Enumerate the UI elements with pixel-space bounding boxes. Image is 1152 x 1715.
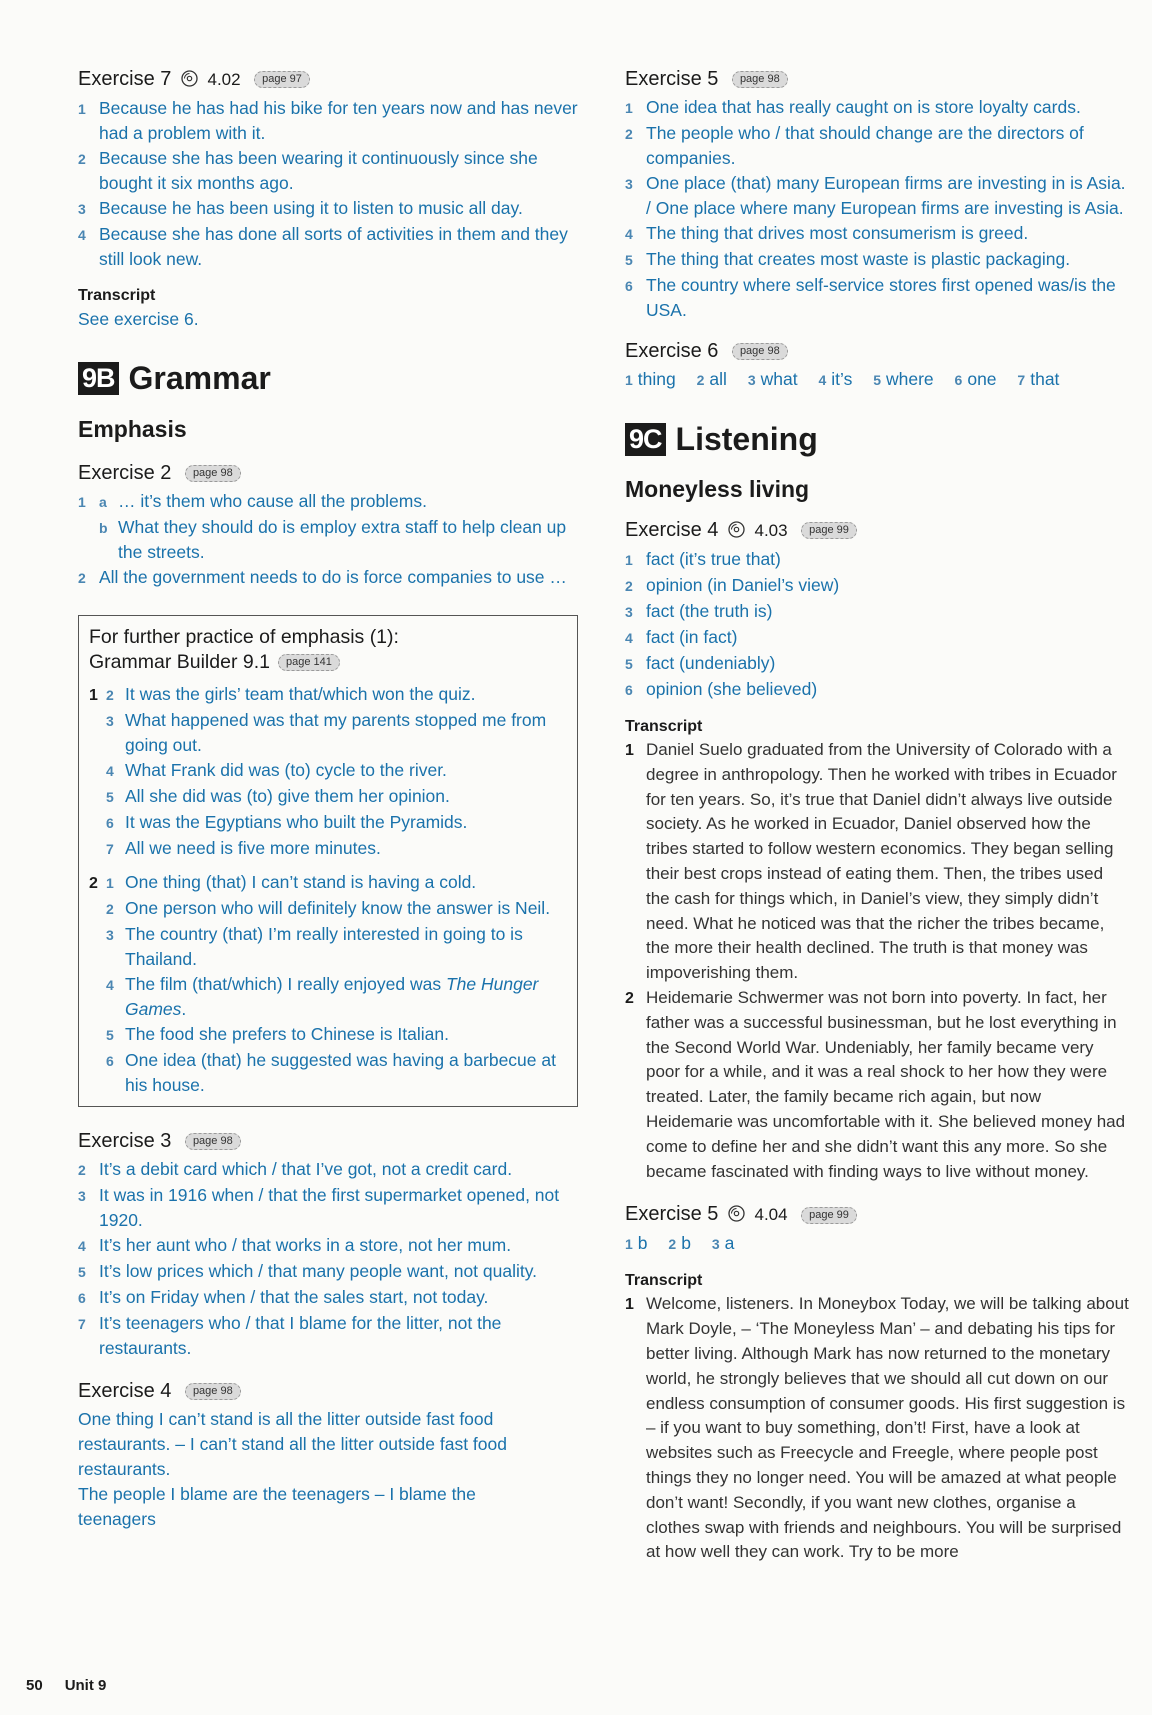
page-ref-badge: page 98 [185,1383,241,1400]
transcript-heading: Transcript [78,287,156,304]
answer-row: 1 thing 2 all 3 what 4 it’s 5 where 6 one 7 that [625,369,1060,389]
answer-text: The people I blame are the teenagers – I blame the teenagers [78,1484,476,1529]
page-ref-badge: page 141 [278,654,340,671]
page-ref-badge: page 99 [801,522,857,539]
list-item: 1 Because he has had his bike for ten years now and has never had a problem with it. [78,98,578,143]
list-item: 3 The country (that) I’m really interested in going to is Thailand. [106,924,523,969]
section-name: Grammar [128,360,271,396]
exercise-heading: Exercise 4 page 98 [78,1378,578,1404]
answer-list [625,547,1130,703]
list-item: 5 fact (undeniably) [625,653,776,673]
list-item: 7 All we need is five more minutes. [106,838,381,858]
transcript-note: See exercise 6. [78,309,199,329]
unit-label: Unit 9 [64,1677,107,1694]
list-item: 1 2 It was the girls’ team that/which won the quiz. [89,684,476,704]
list-item: 6 The country where self-service stores first opened was/is the USA. [625,275,1116,320]
cd-audio-icon [728,1205,745,1224]
exercise-3 [78,1128,578,1361]
right-column [625,66,1130,1565]
list-item: 2 The people who / that should change are the directors of companies. [625,123,1084,168]
exercise-4-listening [625,517,1130,1184]
exercise-heading: Exercise 4 4.03 page 99 [625,517,1130,544]
exercise-heading: Exercise 6 page 98 [625,338,1130,364]
list-item: 2 Because she has been wearing it continuously since she bought it six months ago. [78,148,538,193]
exercise-heading: Exercise 5 4.04 page 99 [625,1201,1130,1228]
list-item: 3 It was in 1916 when / that the first supermarket opened, not 1920. [78,1185,560,1230]
list-item: 3 One place (that) many European firms are investing in is Asia. / One place where many European firms are investing is Asia. [625,173,1126,218]
answer-row: 1 b 2 b 3 a [625,1233,735,1254]
section-subtitle: Moneyless living [625,476,810,502]
list-item: 3 What happened was that my parents stopped me from going out. [106,710,547,755]
exercise-6 [625,338,1130,393]
grammar-builder-box [78,615,578,1107]
cd-audio-icon [181,70,198,89]
list-item: 1 One idea that has really caught on is store loyalty cards. [625,97,1081,117]
page-ref-badge: page 98 [185,1133,241,1150]
list-item: 5 All she did was (to) give them her opinion. [106,786,450,806]
transcript-paragraph: 2 Heidemarie Schwermer was not born into poverty. In fact, her father was a successful businessman, but he lost everything in the Second World War. Undeniably, her family became very poor for a while, and it was a real shock to her how they were treated. Later, the family became rich again, but now Heidemarie was uncomfortable with it. She believed money had come to define her and she didn’t want this any more. So she became fascinated with finding ways to live without money. [625,987,1126,1181]
section-9b-title [78,360,578,397]
box-group-2 [89,870,567,1098]
page-number: 50 [26,1677,43,1694]
list-item: 5 It’s low prices which / that many people want, not quality. [78,1261,538,1281]
page-ref-badge: page 98 [185,465,241,482]
list-item: 2 All the government needs to do is force companies to use … [78,567,567,587]
box-group-1 [89,682,567,862]
page-ref-badge: page 99 [801,1207,857,1224]
answer-text: One thing I can’t stand is all the litter outside fast food restaurants. – I can’t stand all the litter outside fast food restaurants. [78,1409,507,1479]
box-title: For further practice of emphasis (1): Grammar Builder 9.1 page 141 [89,626,399,673]
transcript-heading: Transcript [625,718,703,735]
answer-list [78,96,578,272]
list-item: 5 The thing that creates most waste is plastic packaging. [625,249,1071,269]
page-ref-badge: page 98 [732,71,788,88]
section-badge: 9B [78,362,119,395]
list-item: 2 One person who will definitely know the answer is Neil. [106,898,551,918]
page-ref-badge: page 97 [254,71,310,88]
answer-list [78,1157,578,1361]
exercise-heading: Exercise 2 page 98 [78,460,578,486]
list-item: 4 The film (that/which) I really enjoyed was The Hunger Games. [106,974,539,1019]
list-item: 2 1 One thing (that) I can’t stand is having a cold. [89,872,477,892]
exercise-2 [78,460,578,591]
cd-audio-icon [728,521,745,540]
list-item: 4 What Frank did was (to) cycle to the river. [106,760,447,780]
answer-list [78,489,578,591]
section-subtitle: Emphasis [78,416,187,442]
list-item: 5 The food she prefers to Chinese is Italian. [106,1024,449,1044]
exercise-5 [625,66,1130,323]
audio-track: 4.04 [754,1205,788,1225]
transcript-paragraph: 1 Welcome, listeners. In Moneybox Today, we will be talking about Mark Doyle, – ‘The Moneyless Man’ – and debating his tips for better living. Although Mark has now returned to the monetary world, he strongly believes that we should all cut down on our endless consumption of consumer goods. His first suggestion is – if you want to buy something, don’t! First, have a look at websites such as Freecycle and Freegle, where people post things they no longer need. You will be amazed at what people don’t want! Secondly, if you want new clothes, organise a clothes swap with friends and neighbours. You will be surprised at how well they can work. Try to be more [625,1294,1129,1562]
transcript-heading: Transcript [625,1272,703,1290]
list-item: 6 It’s on Friday when / that the sales start, not today. [78,1287,489,1307]
list-item: 1 fact (it’s true that) [625,549,781,569]
list-item: 4 fact (in fact) [625,627,738,647]
list-item: 3 Because he has been using it to listen to music all day. [78,198,523,218]
page-footer [26,1677,128,1694]
list-item: 6 It was the Egyptians who built the Pyramids. [106,812,468,832]
list-item: 6 opinion (she believed) [625,679,818,699]
exercise-heading: Exercise 5 page 98 [625,66,1130,92]
exercise-heading: Exercise 7 4.02 page 97 [78,66,578,93]
section-name: Listening [675,421,818,457]
list-item: 4 It’s her aunt who / that works in a store, not her mum. [78,1235,512,1255]
list-item: 7 It’s teenagers who / that I blame for the litter, not the restaurants. [78,1313,502,1358]
audio-track: 4.02 [207,70,241,89]
exercise-heading: Exercise 3 page 98 [78,1128,578,1154]
list-item: 3 fact (the truth is) [625,601,773,621]
transcript [625,1292,1130,1565]
list-item: b What they should do is employ extra staff to help clean up the streets. [99,517,567,562]
page-ref-badge: page 98 [732,343,788,360]
list-item: 6 One idea (that) he suggested was having a barbecue at his house. [106,1050,556,1095]
section-9c-title [625,421,1130,458]
answer-list [625,95,1130,323]
list-item: 1 a … it’s them who cause all the problems. [78,491,427,511]
exercise-5-listening [625,1201,1130,1565]
exercise-7 [78,66,578,332]
list-item: 2 It’s a debit card which / that I’ve got, not a credit card. [78,1159,513,1179]
exercise-4 [78,1378,578,1532]
section-badge: 9C [625,423,666,456]
transcript-paragraph: 1 Daniel Suelo graduated from the University of Colorado with a degree in anthropology. Then he worked with tribes in Ecuador for ten years. So, it’s true that Daniel didn’t always live outside society. As he worked in Ecuador, Daniel observed how the tribes started to follow western economics. They began selling their best crops instead of eating them. Then, the tribes used the cash for things which, in Daniel’s view, they simply didn’t need. What he noticed was that the richer the tribes became, the more their health declined. The truth is that money was impoverishing them. [625,740,1117,983]
transcript [625,738,1130,1184]
list-item: 2 opinion (in Daniel’s view) [625,575,840,595]
audio-track: 4.03 [754,521,788,540]
left-column [78,66,578,1532]
list-item: 4 The thing that drives most consumerism is greed. [625,223,1029,243]
list-item: 4 Because she has done all sorts of activities in them and they still look new. [78,224,568,269]
